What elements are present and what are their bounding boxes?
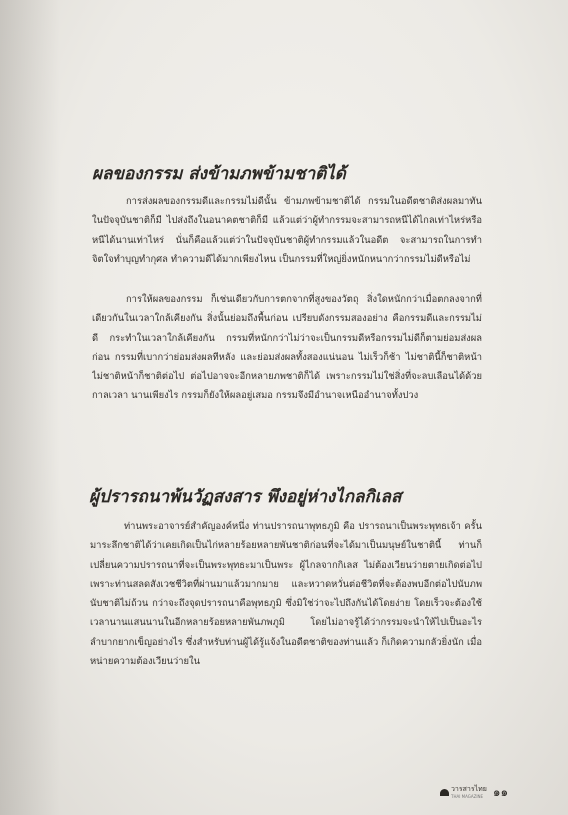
section-heading-escape-samsara: ผู้ปรารถนาพ้นวัฏสงสาร พึงอยู่ห่างไกลกิเลส bbox=[89, 487, 402, 507]
logo-subtext: THAI MAGAZINE bbox=[451, 793, 484, 799]
section-heading-karma-results: ผลของกรรม ส่งข้ามภพข้ามชาติได้ bbox=[92, 164, 346, 184]
page-shadow bbox=[0, 0, 60, 815]
logo-text: วารสารไทย bbox=[451, 784, 487, 793]
logo-mark-icon bbox=[440, 789, 449, 796]
paragraph: การส่งผลของกรรมดีและกรรมไม่ดีนั้น ข้ามภพข้ามชาติได้ กรรมในอดีตชาติส่งผลมาทันในปัจจุบันชาติก็มี ไปส่งถึงในอนาคตชาติก็มี แล้วแต่ว่าผู้ทำกรรมจะสามารถหนีได้ไกลเท่าไหร่หรือหนีได้นานเท่าไหร่ นั่นก็คือแล้วแต่ว่าในปัจจุบันชาติผู้ทำกรรมแล้วในอดีต จะสามารถในการทำจิตใจทำบุญทำกุศล ทำความดีได้มากเพียงไหน เป็นกรรมที่ใหญ่ยิ่งหนักหนากว่ากรรมไม่ดีหรือไม่ bbox=[92, 196, 482, 265]
page-footer bbox=[440, 783, 508, 802]
paragraph: การให้ผลของกรรม ก็เช่นเดียวกับการตกจากที่สูงของวัตถุ สิ่งใดหนักกว่าเมื่อตกลงจากที่เดียวกันในเวลาใกล้เคียงกัน สิ่งนั้นย่อมถึงพื้นก่อน เปรียบดังกรรมสองอย่าง คือกรรมดีและกรรมไม่ดี กระทำในเวลาใกล้เคียงกัน กรรมที่หนักกว่าไม่ว่าจะเป็นกรรมดีหรือกรรมไม่ดีก็ตามย่อมส่งผลก่อน กรรมที่เบากว่าย่อมส่งผลทีหลัง และย่อมส่งผลทั้งสองแน่นอน ไม่เร็วก็ช้า ไม่ชาตินี้ก็ชาติหน้า ไม่ชาติหน้าก็ชาติต่อไป ต่อไปอาจจะอีกหลายภพชาติก็ได้ เพราะกรรมไม่ใช่สิ่งที่จะลบเลือนได้ด้วยกาลเวลา นานเพียงไร กรรมก็ยังให้ผลอยู่เสมอ กรรมจึงมีอำนาจเหนืออำนาจทั้งปวง bbox=[92, 294, 482, 402]
paragraph: ท่านพระอาจารย์สำคัญองค์หนึ่ง ท่านปรารถนาพุทธภูมิ คือ ปรารถนาเป็นพระพุทธเจ้า ครั้นมาระลึกชาติได้ว่าเคยเกิดเป็นไก่หลายร้อยหลายพันชาติก่อนที่จะได้มาเป็นมนุษย์ในชาตินี้ ท่านก็เปลี่ยนความปรารถนาที่จะเป็นพระพุทธะมาเป็นพระ ผู้ไกลจากกิเลส ไม่ต้องเวียนว่ายตายเกิดต่อไป เพราะท่านสลดสังเวชชีวิตที่ผ่านมาแล้วมากมาย และหวาดหวั่นต่อชีวิตที่จะต้องพบอีกต่อไปนับภพนับชาติไม่ถ้วน กว่าจะถึงจุดปรารถนาคือพุทธภูมิ ซึ่งมิใช่ว่าจะไปถึงกันได้โดยง่าย โดยเร็วจะต้องใช้เวลานานแสนนานในอีกหลายร้อยหลายพันภพภูมิ โดยไม่อาจรู้ได้ว่ากรรมจะนำให้ไปเป็นอะไร ลำบากยากเข็ญอย่างไร ซึ่งสำหรับท่านผู้ได้รู้แจ้งในอดีตชาติของท่านแล้ว ก็เกิดความกลัวยิ่งนัก เมื่อหน่ายความต้องเวียนว่ายใน bbox=[90, 521, 482, 668]
publication-logo bbox=[440, 785, 487, 801]
page-number: ๑๑ bbox=[492, 785, 509, 799]
